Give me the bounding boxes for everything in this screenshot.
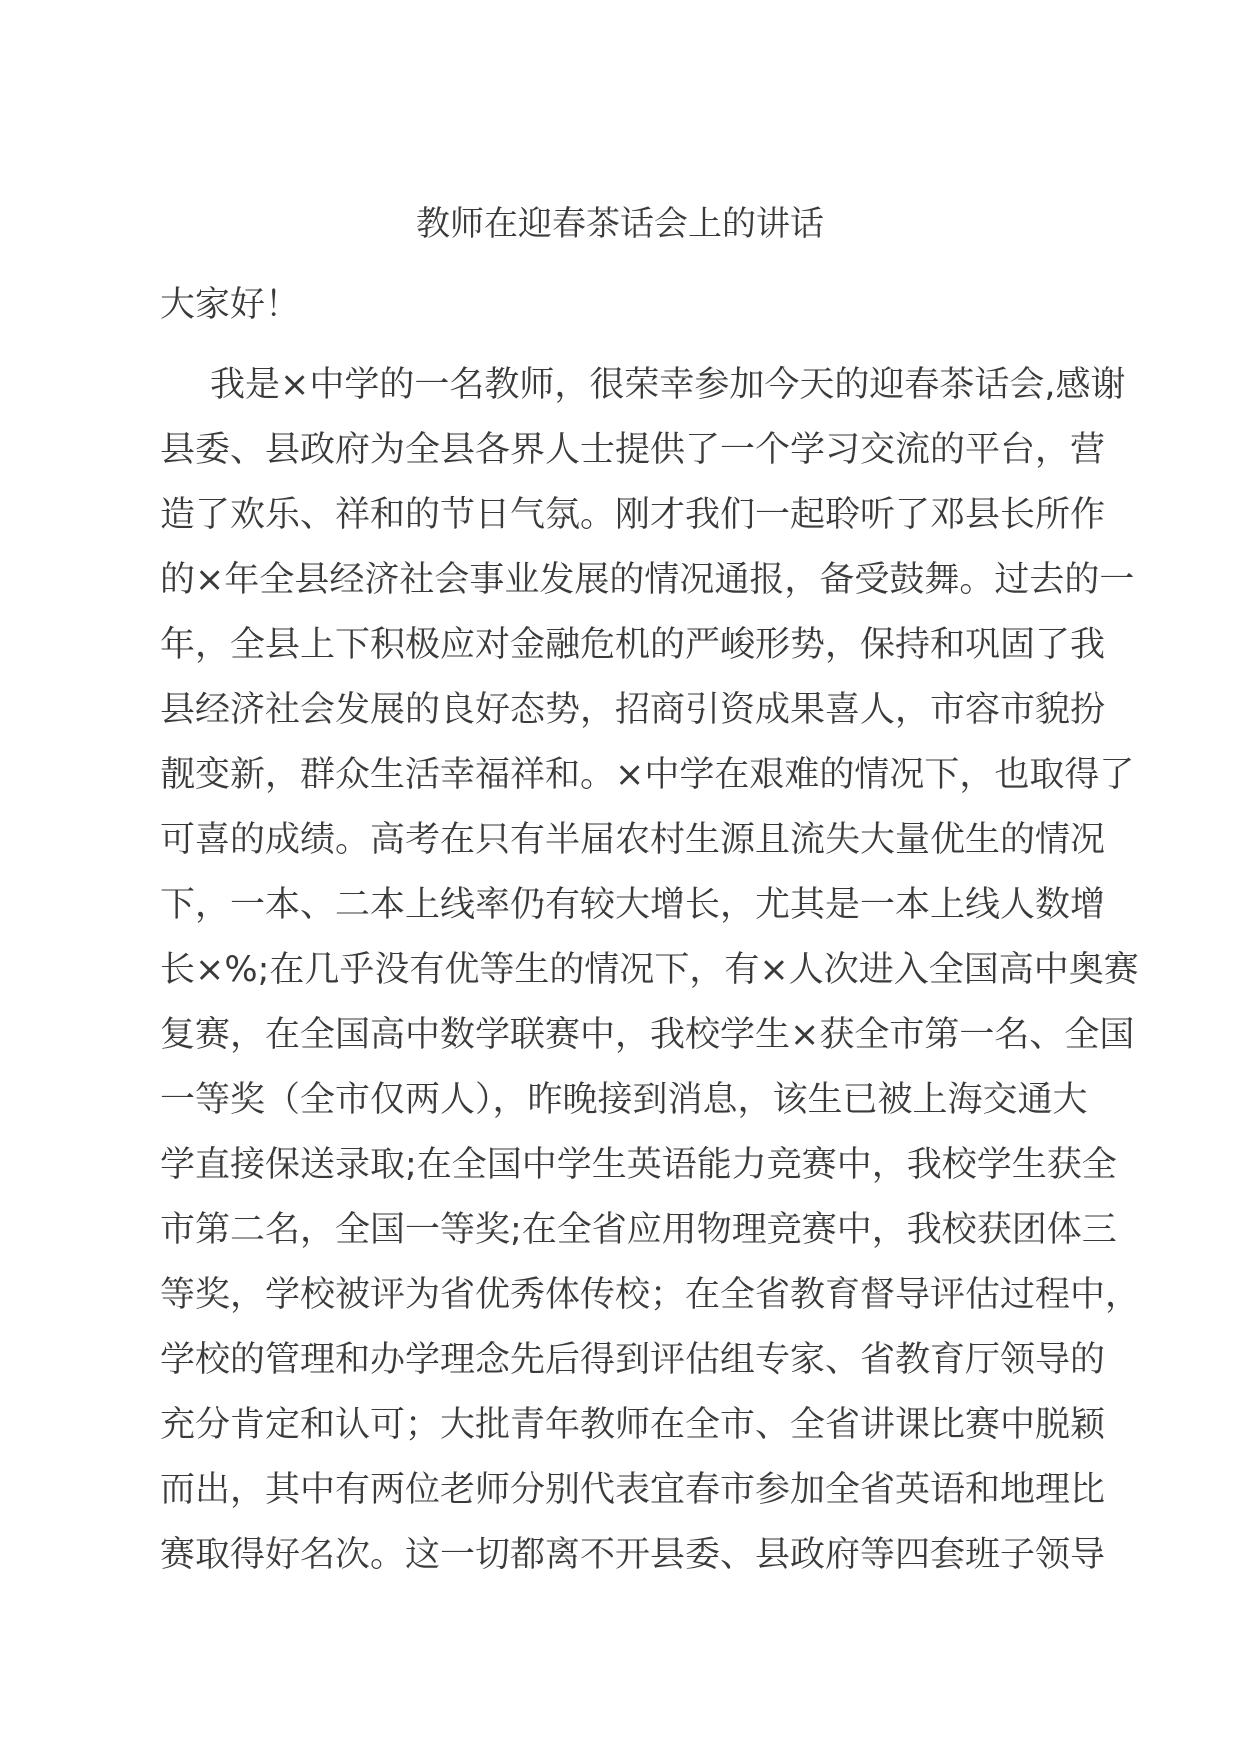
text-line: 长×%;在几乎没有优等生的情况下，有×人次进入全国高中奥赛 bbox=[160, 950, 1139, 990]
greeting-line: 大家好！ bbox=[160, 285, 301, 325]
text-line: 而出，其中有两位老师分别代表宜春市参加全省英语和地理比 bbox=[160, 1470, 1106, 1510]
text-line: 下，一本、二本上线率仍有较大增长，尤其是一本上线人数增 bbox=[160, 885, 1106, 925]
text-line: 赛取得好名次。这一切都离不开县委、县政府等四套班子领导 bbox=[160, 1535, 1106, 1575]
text-line: 一等奖（全市仅两人），昨晚接到消息，该生已被上海交通大 bbox=[160, 1080, 1088, 1120]
text-line: 年，全县上下积极应对金融危机的严峻形势，保持和巩固了我 bbox=[160, 625, 1106, 665]
text-line: 学直接保送录取;在全国中学生英语能力竞赛中，我校学生获全 bbox=[160, 1145, 1117, 1185]
text-line: 的×年全县经济社会事业发展的情况通报，备受鼓舞。过去的一 bbox=[160, 560, 1135, 600]
text-line: 等奖，学校被评为省优秀体传校；在全省教育督导评估过程中， bbox=[160, 1275, 1141, 1315]
text-line: 充分肯定和认可；大批青年教师在全市、全省讲课比赛中脱颖 bbox=[160, 1405, 1106, 1445]
speech-body bbox=[160, 360, 1141, 1595]
text-line: 学校的管理和办学理念先后得到评估组专家、省教育厅领导的 bbox=[160, 1340, 1106, 1380]
text-line: 县委、县政府为全县各界人士提供了一个学习交流的平台，营 bbox=[160, 430, 1106, 470]
text-line: 我是×中学的一名教师，很荣幸参加今天的迎春茶话会,感谢 bbox=[210, 365, 1126, 405]
text-line: 市第二名，全国一等奖;在全省应用物理竞赛中，我校获团体三 bbox=[160, 1210, 1117, 1250]
text-line: 造了欢乐、祥和的节日气氛。刚才我们一起聆听了邓县长所作 bbox=[160, 495, 1106, 535]
text-line: 可喜的成绩。高考在只有半届农村生源且流失大量优生的情况 bbox=[160, 820, 1106, 860]
document-title: 教师在迎春茶话会上的讲话 bbox=[416, 204, 824, 244]
text-line: 复赛，在全国高中数学联赛中，我校学生×获全市第一名、全国 bbox=[160, 1015, 1135, 1055]
text-line: 靓变新，群众生活幸福祥和。×中学在艰难的情况下，也取得了 bbox=[160, 755, 1135, 795]
text-line: 县经济社会发展的良好态势，招商引资成果喜人，市容市貌扮 bbox=[160, 690, 1106, 730]
